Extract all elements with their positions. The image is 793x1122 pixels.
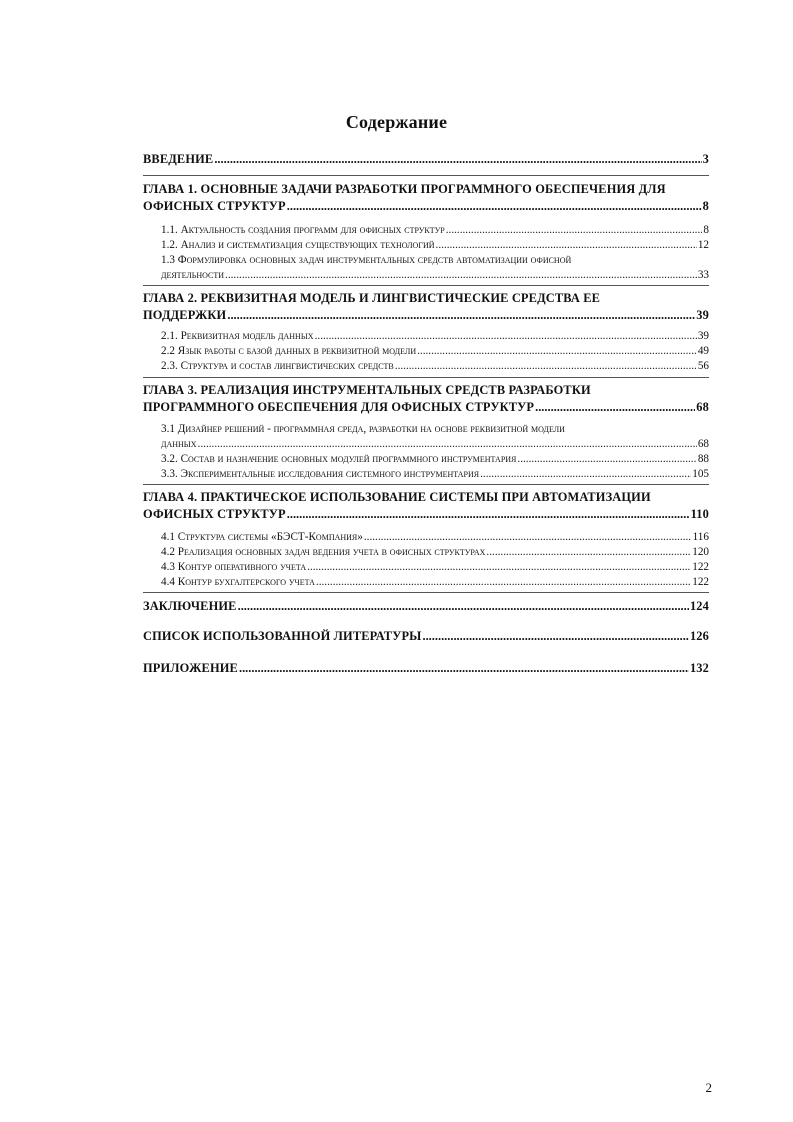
toc-entry-appendix[interactable] [143, 660, 709, 677]
toc-entry-text: СПИСОК ИСПОЛЬЗОВАННОЙ ЛИТЕРАТУРЫ [143, 629, 422, 643]
toc-entry-references[interactable] [143, 628, 709, 645]
toc-entry-section-3-1[interactable] [161, 422, 709, 452]
toc-entry-text: 1.1. Актуальность создания программ для офисных структур [161, 224, 445, 236]
toc-entry-section-2-1[interactable] [161, 329, 709, 344]
leader-dots [436, 238, 697, 253]
toc-page-number: 3 [702, 152, 709, 166]
toc-entry-text: 2.1. Реквизитная модель данных [161, 330, 314, 342]
toc-entry-chapter-2[interactable] [143, 290, 709, 324]
toc-entry-section-4-1[interactable] [161, 530, 709, 545]
leader-dots [225, 268, 697, 283]
toc-page-number: 105 [692, 468, 709, 480]
toc-page-number: 120 [692, 546, 709, 558]
toc-entry-text: 4.2 Реализация основных задач ведения учета в офисных структурах [161, 546, 486, 558]
toc-entry-section-4-2[interactable] [161, 545, 709, 560]
leader-dots [198, 437, 697, 452]
toc-entry-conclusion[interactable] [143, 598, 709, 615]
toc-page-number: 88 [697, 453, 709, 465]
toc-entry-section-1-3[interactable] [161, 253, 709, 283]
toc-entry-text: ПРИЛОЖЕНИЕ [143, 661, 238, 675]
toc-page-number: 39 [696, 308, 709, 322]
toc-page-number: 122 [692, 576, 709, 588]
leader-dots [307, 560, 691, 575]
toc-page-number: 124 [689, 599, 709, 613]
leader-dots [238, 598, 689, 615]
leader-dots [315, 329, 697, 344]
leader-dots [287, 198, 702, 215]
leader-dots [517, 452, 696, 467]
toc-entry-text: 2.2 Язык работы с базой данных в реквизитной модели [161, 345, 417, 357]
toc-entry-section-2-2[interactable] [161, 344, 709, 359]
page-title: Содержание [345, 112, 448, 132]
toc-page-number: 132 [689, 661, 709, 675]
leader-dots [227, 307, 695, 324]
toc-page-number: 68 [697, 438, 709, 450]
section-divider [143, 377, 709, 378]
toc-entry-section-3-3[interactable] [161, 467, 709, 482]
toc-page-number: 110 [690, 507, 709, 521]
toc-page-number: 49 [697, 345, 709, 357]
toc-page-number: 12 [697, 239, 709, 251]
toc-entry-text: 1.2. Анализ и систематизация существующих технологий [161, 239, 435, 251]
section-divider [143, 175, 709, 176]
leader-dots [287, 506, 690, 523]
toc-entry-section-1-1[interactable] [161, 223, 709, 238]
toc-entry-chapter-4[interactable] [143, 489, 709, 523]
leader-dots [214, 151, 701, 168]
leader-dots [486, 545, 691, 560]
leader-dots [239, 660, 689, 677]
toc-entry-introduction[interactable] [143, 151, 709, 168]
section-divider [143, 592, 709, 593]
toc-page-number: 68 [696, 400, 709, 414]
leader-dots [422, 628, 688, 645]
toc-entry-text: 2.3. Структура и состав лингвистических средств [161, 360, 394, 372]
toc-entry-text-continued: данных [161, 438, 197, 450]
toc-entry-text: 3.3. Экспериментальные исследования системного инструментария [161, 468, 480, 480]
toc-entry-text: ЗАКЛЮЧЕНИЕ [143, 599, 237, 613]
toc-entry-section-4-4[interactable] [161, 575, 709, 590]
toc-page-number: 8 [702, 199, 709, 213]
toc-entry-section-2-3[interactable] [161, 359, 709, 374]
toc-page-number: 56 [697, 360, 709, 372]
section-divider [143, 285, 709, 286]
toc-entry-text: 3.2. Состав и назначение основных модулей программного инструментария [161, 453, 517, 465]
toc-page-number: 122 [692, 561, 709, 573]
toc-page-number: 39 [697, 330, 709, 342]
toc-entry-section-3-2[interactable] [161, 452, 709, 467]
toc-entry-text: ГЛАВА 3. РЕАЛИЗАЦИЯ ИНСТРУМЕНТАЛЬНЫХ СРЕДСТВ РАЗРАБОТКИ [143, 383, 591, 397]
toc-entry-text-continued: ОФИСНЫХ СТРУКТУР [143, 199, 286, 213]
toc-entry-text: ВВЕДЕНИЕ [143, 152, 214, 166]
leader-dots [480, 467, 691, 482]
toc-entry-text-continued: ОФИСНЫХ СТРУКТУР [143, 507, 286, 521]
section-divider [143, 484, 709, 485]
toc-entry-text: 4.4 Контур бухгалтерского учета [161, 576, 315, 588]
leader-dots [417, 344, 697, 359]
toc-entry-text: 3.1 Дизайнер решений - программная среда, разработки на основе реквизитной модели [161, 423, 565, 435]
toc-entry-section-1-2[interactable] [161, 238, 709, 253]
leader-dots [364, 530, 692, 545]
leader-dots [395, 359, 697, 374]
toc-page-number: 8 [703, 224, 709, 236]
leader-dots [316, 575, 691, 590]
leader-dots [446, 223, 703, 238]
toc-entry-text: ГЛАВА 2. РЕКВИЗИТНАЯ МОДЕЛЬ И ЛИНГВИСТИЧЕСКИЕ СРЕДСТВА ЕЕ [143, 291, 601, 305]
toc-entry-text-continued: ПРОГРАММНОГО ОБЕСПЕЧЕНИЯ ДЛЯ ОФИСНЫХ СТРУКТУР [143, 400, 535, 414]
toc-entry-chapter-3[interactable] [143, 382, 709, 416]
toc-entry-text-continued: ПОДДЕРЖКИ [143, 308, 227, 322]
toc-entry-text: 1.3 Формулировка основных задач инструментальных средств автоматизации офисной [161, 254, 572, 266]
page-number: 2 [705, 1080, 712, 1095]
toc-entry-text: ГЛАВА 4. ПРАКТИЧЕСКОЕ ИСПОЛЬЗОВАНИЕ СИСТЕМЫ ПРИ АВТОМАТИЗАЦИИ [143, 490, 651, 504]
toc-page-number: 116 [692, 531, 709, 543]
toc-entry-text-continued: деятельности [161, 269, 225, 281]
leader-dots [535, 399, 695, 416]
toc-page-number: 126 [689, 629, 709, 643]
toc-entry-text: 4.3 Контур оперативного учета [161, 561, 307, 573]
toc-entry-section-4-3[interactable] [161, 560, 709, 575]
toc-entry-text: 4.1 Структура системы «БЭСТ-Компания» [161, 531, 363, 543]
toc-entry-chapter-1[interactable] [143, 181, 709, 215]
toc-page-number: 33 [697, 269, 709, 281]
toc-entry-text: ГЛАВА 1. ОСНОВНЫЕ ЗАДАЧИ РАЗРАБОТКИ ПРОГРАММНОГО ОБЕСПЕЧЕНИЯ ДЛЯ [143, 182, 666, 196]
